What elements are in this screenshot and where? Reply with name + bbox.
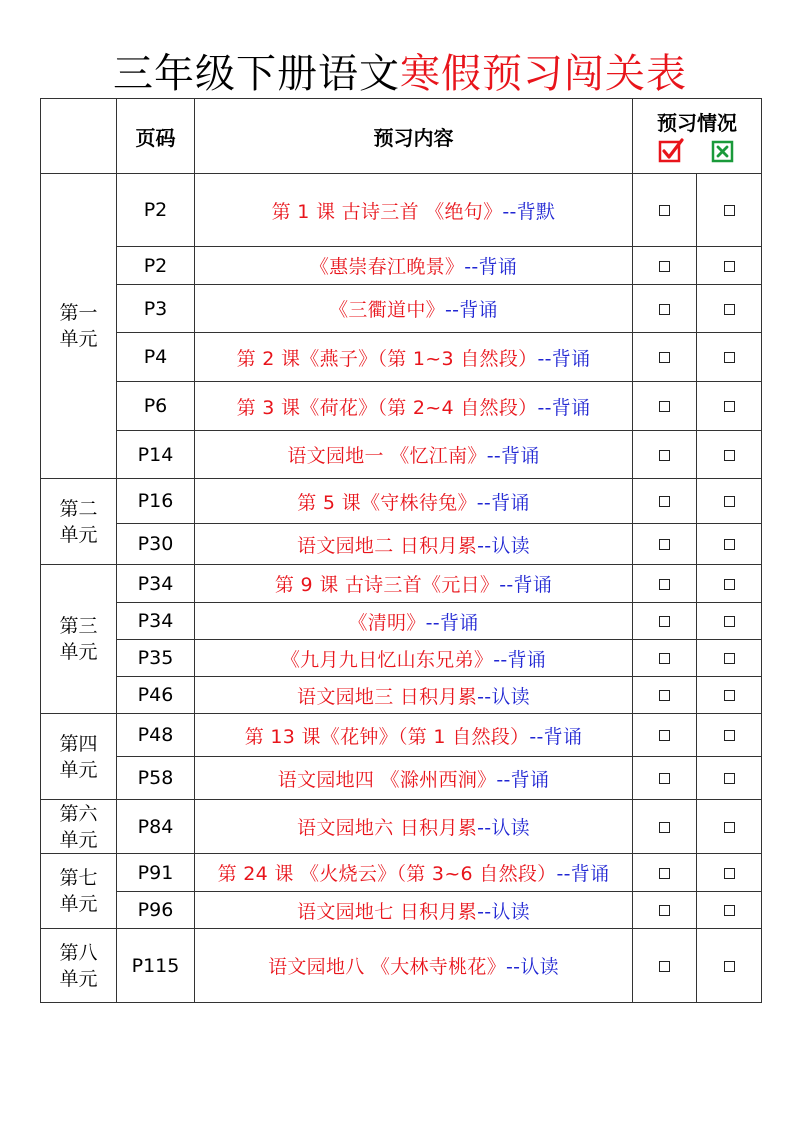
task-text: --认读 (477, 817, 530, 839)
status-legend (633, 136, 761, 164)
done-checkbox[interactable] (659, 690, 670, 701)
table-row (41, 800, 762, 854)
done-checkbox-cell (633, 677, 697, 714)
page-number: P115 (117, 929, 195, 1003)
not-done-checkbox-cell (697, 640, 762, 677)
page-number: P91 (117, 854, 195, 892)
lesson-text: 第 5 课《守株待兔》 (297, 491, 477, 514)
lesson-text: 第 2 课《燕子》（第 1~3 自然段） (236, 347, 538, 370)
page-number: P30 (117, 524, 195, 565)
lesson-text: 第 24 课 《火烧云》（第 3~6 自然段） (217, 863, 557, 885)
preview-content (195, 382, 633, 431)
done-checkbox-cell (633, 640, 697, 677)
unit-label-line: 单元 (59, 828, 98, 851)
lesson-text: 语文园地三 日积月累 (297, 685, 478, 708)
not-done-checkbox-cell (697, 247, 762, 285)
lesson-text: 《清明》 (348, 611, 426, 634)
task-text: --认读 (477, 685, 530, 708)
preview-content (195, 431, 633, 479)
preview-content (195, 929, 633, 1003)
green-checkbox-cross-icon (710, 138, 736, 164)
done-checkbox-cell (633, 603, 697, 640)
table-row (41, 565, 762, 603)
task-text: --背诵 (556, 863, 610, 885)
table-row (41, 524, 762, 565)
done-checkbox-cell (633, 431, 697, 479)
done-checkbox[interactable] (659, 773, 670, 784)
not-done-checkbox[interactable] (724, 653, 735, 664)
header-content: 预习内容 (195, 99, 633, 174)
lesson-text: 语文园地一 《忆江南》 (287, 445, 487, 467)
lesson-text: 第 1 课 古诗三首 《绝句》 (271, 200, 503, 223)
not-done-checkbox-cell (697, 929, 762, 1003)
done-checkbox[interactable] (659, 961, 670, 972)
task-text: --背诵 (444, 299, 498, 321)
done-checkbox-cell (633, 174, 697, 247)
unit-label-line: 单元 (59, 758, 98, 781)
not-done-checkbox[interactable] (724, 539, 735, 550)
table-row (41, 285, 762, 333)
preview-content (195, 174, 633, 247)
done-checkbox-cell (633, 854, 697, 892)
lesson-text: 语文园地七 日积月累 (297, 900, 478, 923)
not-done-checkbox[interactable] (724, 822, 735, 833)
lesson-text: 第 3 课《荷花》（第 2~4 自然段） (236, 396, 538, 419)
not-done-checkbox[interactable] (724, 773, 735, 784)
unit-label-line: 第二 (59, 497, 98, 520)
unit-label (41, 929, 117, 1003)
page-number: P14 (117, 431, 195, 479)
done-checkbox-cell (633, 247, 697, 285)
not-done-checkbox[interactable] (724, 579, 735, 590)
done-checkbox[interactable] (659, 261, 670, 272)
not-done-checkbox[interactable] (724, 868, 735, 879)
page-number: P48 (117, 714, 195, 757)
not-done-checkbox-cell (697, 854, 762, 892)
done-checkbox-cell (633, 714, 697, 757)
table-row (41, 892, 762, 929)
page-number: P4 (117, 333, 195, 382)
lesson-text: 第 9 课 古诗三首《元日》 (274, 574, 500, 596)
not-done-checkbox[interactable] (724, 205, 735, 216)
preview-content (195, 714, 633, 757)
unit-label-line: 单元 (59, 641, 98, 663)
unit-label-line: 单元 (59, 328, 98, 350)
unit-label (41, 800, 117, 854)
header-status: 预习情况 (657, 111, 737, 135)
unit-label-line: 第六 (59, 802, 98, 825)
done-checkbox-cell (633, 800, 697, 854)
unit-label-line: 第七 (59, 867, 98, 889)
header-status-cell (633, 99, 762, 174)
task-text: --背诵 (464, 256, 518, 278)
not-done-checkbox-cell (697, 757, 762, 800)
page-number: P16 (117, 479, 195, 524)
done-checkbox[interactable] (659, 304, 670, 315)
task-text: --背诵 (496, 768, 550, 791)
done-checkbox[interactable] (659, 653, 670, 664)
done-checkbox-cell (633, 333, 697, 382)
not-done-checkbox-cell (697, 333, 762, 382)
unit-label-line: 第一 (59, 302, 98, 324)
not-done-checkbox-cell (697, 285, 762, 333)
preview-content (195, 479, 633, 524)
not-done-checkbox[interactable] (724, 304, 735, 315)
preview-content (195, 285, 633, 333)
lesson-text: 第 13 课《花钟》（第 1 自然段） (244, 725, 530, 748)
done-checkbox-cell (633, 524, 697, 565)
page-number: P34 (117, 603, 195, 640)
done-checkbox-cell (633, 285, 697, 333)
unit-label-line: 第四 (59, 732, 98, 755)
not-done-checkbox[interactable] (724, 730, 735, 741)
page-number: P34 (117, 565, 195, 603)
page-number: P96 (117, 892, 195, 929)
done-checkbox[interactable] (659, 868, 670, 879)
done-checkbox[interactable] (659, 450, 670, 461)
preview-content (195, 892, 633, 929)
done-checkbox[interactable] (659, 205, 670, 216)
preview-content (195, 854, 633, 892)
lesson-text: 《惠崇春江晚景》 (309, 256, 465, 278)
done-checkbox-cell (633, 382, 697, 431)
not-done-checkbox[interactable] (724, 905, 735, 916)
not-done-checkbox[interactable] (724, 616, 735, 627)
task-text: --背诵 (529, 725, 583, 748)
not-done-checkbox-cell (697, 431, 762, 479)
page-number: P46 (117, 677, 195, 714)
table-row (41, 854, 762, 892)
preview-content (195, 247, 633, 285)
table-row (41, 431, 762, 479)
table-row (41, 247, 762, 285)
table-row (41, 603, 762, 640)
task-text: --背诵 (499, 574, 553, 596)
done-checkbox-cell (633, 892, 697, 929)
not-done-checkbox-cell (697, 174, 762, 247)
preview-content (195, 603, 633, 640)
table-row (41, 479, 762, 524)
preview-content (195, 524, 633, 565)
not-done-checkbox-cell (697, 565, 762, 603)
done-checkbox-cell (633, 929, 697, 1003)
not-done-checkbox-cell (697, 714, 762, 757)
task-text: --背诵 (486, 445, 540, 467)
not-done-checkbox-cell (697, 382, 762, 431)
page-number: P35 (117, 640, 195, 677)
page-number: P2 (117, 247, 195, 285)
unit-label-line: 单元 (59, 893, 98, 915)
preview-content (195, 565, 633, 603)
table-row (41, 677, 762, 714)
done-checkbox[interactable] (659, 352, 670, 363)
lesson-text: 语文园地八 《大林寺桃花》 (268, 956, 507, 978)
done-checkbox[interactable] (659, 905, 670, 916)
task-text: --背诵 (537, 347, 591, 370)
table-row (41, 714, 762, 757)
done-checkbox[interactable] (659, 539, 670, 550)
preview-content (195, 333, 633, 382)
page-number: P6 (117, 382, 195, 431)
unit-label (41, 479, 117, 565)
task-text: --背默 (502, 200, 556, 223)
done-checkbox[interactable] (659, 496, 670, 507)
task-text: --认读 (477, 534, 530, 557)
task-text: --认读 (477, 900, 530, 923)
lesson-text: 语文园地四 《滁州西涧》 (277, 768, 497, 791)
task-text: --背诵 (425, 611, 479, 634)
title-black-part: 三年级下册语文 (113, 51, 400, 97)
done-checkbox-cell (633, 565, 697, 603)
red-checkbox-check-icon (658, 138, 684, 164)
not-done-checkbox-cell (697, 892, 762, 929)
preview-content (195, 757, 633, 800)
unit-label-line: 单元 (59, 967, 98, 990)
preview-content (195, 800, 633, 854)
task-text: --背诵 (476, 491, 530, 514)
header-page: 页码 (117, 99, 195, 174)
done-checkbox[interactable] (659, 822, 670, 833)
not-done-checkbox[interactable] (724, 352, 735, 363)
done-checkbox[interactable] (659, 616, 670, 627)
table-row (41, 929, 762, 1003)
lesson-text: 《三衢道中》 (329, 299, 445, 321)
header-unit-cell (41, 99, 117, 174)
page-number: P3 (117, 285, 195, 333)
header-row (41, 99, 762, 174)
not-done-checkbox[interactable] (724, 496, 735, 507)
page-title (0, 48, 800, 100)
unit-label (41, 174, 117, 479)
done-checkbox[interactable] (659, 730, 670, 741)
title-red-part: 寒假预习闯关表 (400, 51, 687, 97)
unit-label-line: 单元 (59, 523, 98, 546)
done-checkbox-cell (633, 479, 697, 524)
done-checkbox[interactable] (659, 579, 670, 590)
task-text: --认读 (506, 956, 559, 978)
done-checkbox[interactable] (659, 401, 670, 412)
not-done-checkbox-cell (697, 800, 762, 854)
unit-label-line: 第八 (59, 941, 98, 964)
page-number: P58 (117, 757, 195, 800)
unit-label (41, 565, 117, 714)
not-done-checkbox[interactable] (724, 450, 735, 461)
lesson-text: 语文园地六 日积月累 (297, 817, 478, 839)
table-row (41, 333, 762, 382)
unit-label-line: 第三 (59, 615, 98, 637)
not-done-checkbox-cell (697, 524, 762, 565)
table-row (41, 174, 762, 247)
lesson-text: 语文园地二 日积月累 (297, 534, 478, 557)
page-number: P2 (117, 174, 195, 247)
task-text: --背诵 (537, 396, 591, 419)
not-done-checkbox[interactable] (724, 261, 735, 272)
lesson-text: 《九月九日忆山东兄弟》 (280, 648, 494, 671)
table-row (41, 382, 762, 431)
table-row (41, 757, 762, 800)
not-done-checkbox-cell (697, 603, 762, 640)
not-done-checkbox[interactable] (724, 401, 735, 412)
not-done-checkbox[interactable] (724, 690, 735, 701)
table-row (41, 640, 762, 677)
not-done-checkbox[interactable] (724, 961, 735, 972)
unit-label (41, 714, 117, 800)
preview-content (195, 677, 633, 714)
preview-checklist-table (40, 98, 762, 1003)
done-checkbox-cell (633, 757, 697, 800)
not-done-checkbox-cell (697, 677, 762, 714)
unit-label (41, 854, 117, 929)
not-done-checkbox-cell (697, 479, 762, 524)
preview-content (195, 640, 633, 677)
task-text: --背诵 (493, 648, 547, 671)
page-number: P84 (117, 800, 195, 854)
